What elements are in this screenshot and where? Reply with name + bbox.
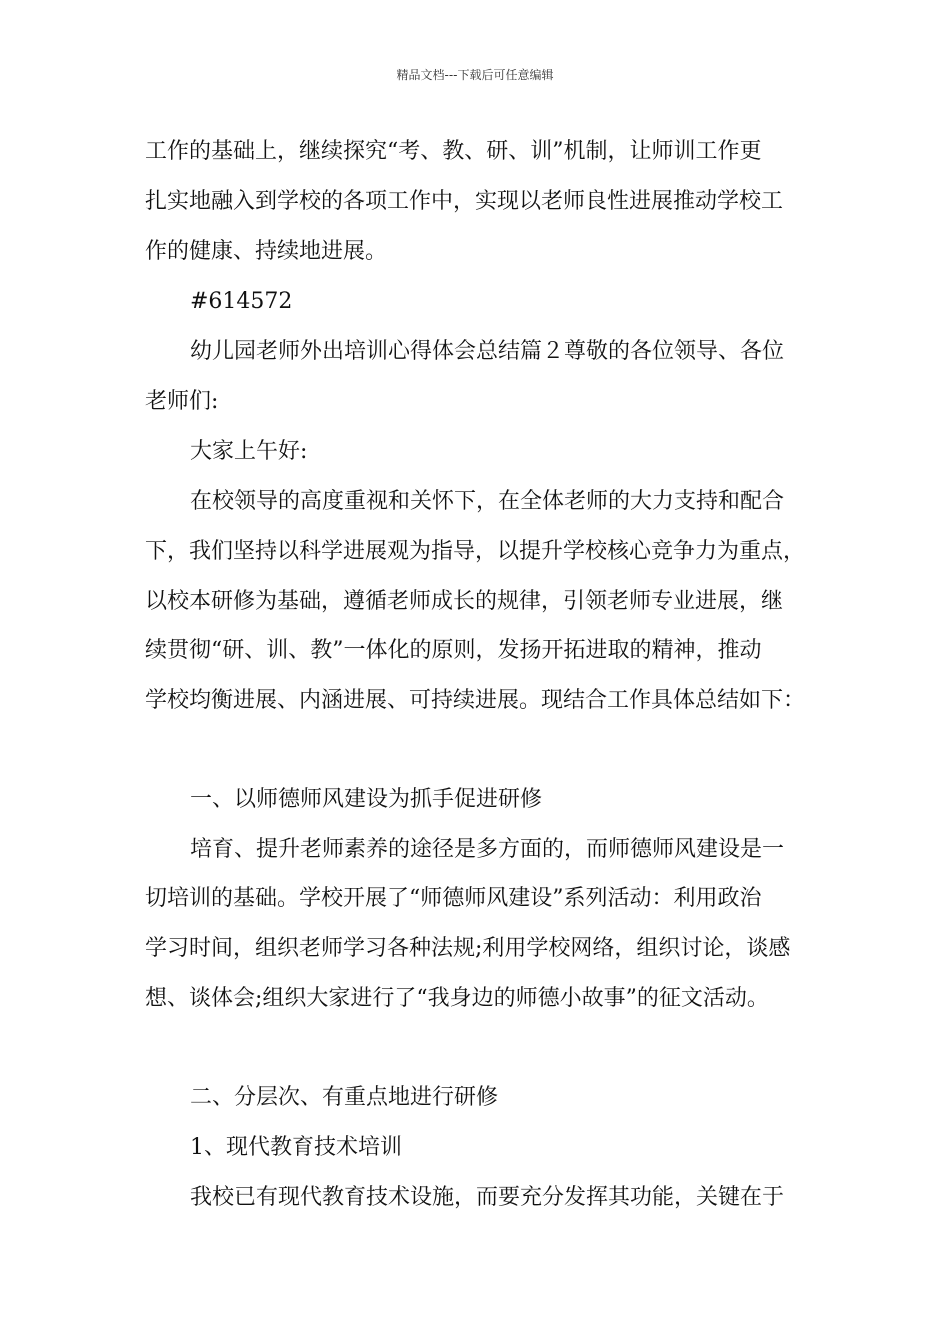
- section-heading: 二、分层次、有重点地进行研修: [190, 1085, 499, 1110]
- paragraph-line: 老师们:: [145, 389, 219, 414]
- greeting-line: 大家上午好:: [190, 439, 308, 464]
- paragraph-line: 作的健康、持续地进展。: [145, 239, 388, 264]
- paragraph-line: 在校领导的高度重视和关怀下，在全体老师的大力支持和配合: [190, 489, 785, 514]
- paragraph-line: 幼儿园老师外出培训心得体会总结篇２尊敬的各位领导、各位: [190, 339, 785, 364]
- paragraph-line: 以校本研修为基础，遵循老师成长的规律，引领老师专业进展，继: [145, 589, 784, 614]
- section-heading: 一、以师德师风建设为抓手促进研修: [190, 787, 543, 812]
- paragraph-line: 我校已有现代教育技术设施，而要充分发挥其功能，关键在于: [190, 1185, 785, 1210]
- subsection-heading: 1、现代教育技术培训: [190, 1135, 402, 1160]
- paragraph-line: 下，我们坚持以科学进展观为指导，以提升学校核心竞争力为重点，: [145, 539, 806, 564]
- paragraph-line: 续贯彻“研、训、教”一体化的原则，发扬开拓进取的精神，推动: [145, 638, 762, 663]
- paragraph-line: 扎实地融入到学校的各项工作中，实现以老师良性进展推动学校工: [145, 189, 784, 214]
- paragraph-line: 切培训的基础。学校开展了“师德师风建设”系列活动：利用政治: [145, 886, 762, 911]
- paragraph-line: 学习时间，组织老师学习各种法规;利用学校网络，组织讨论，谈感: [145, 936, 791, 961]
- page-header: 精品文档---下载后可任意编辑: [396, 68, 554, 82]
- paragraph-line: 想、谈体会;组织大家进行了“我身边的师德小故事”的征文活动。: [145, 986, 769, 1011]
- paragraph-line: 学校均衡进展、内涵进展、可持续进展。现结合工作具体总结如下：: [145, 688, 806, 713]
- document-code: #614572: [190, 289, 293, 314]
- paragraph-line: 培育、提升老师素养的途径是多方面的，而师德师风建设是一: [190, 837, 785, 862]
- paragraph-line: 工作的基础上，继续探究“考、教、研、训”机制，让师训工作更: [145, 139, 762, 164]
